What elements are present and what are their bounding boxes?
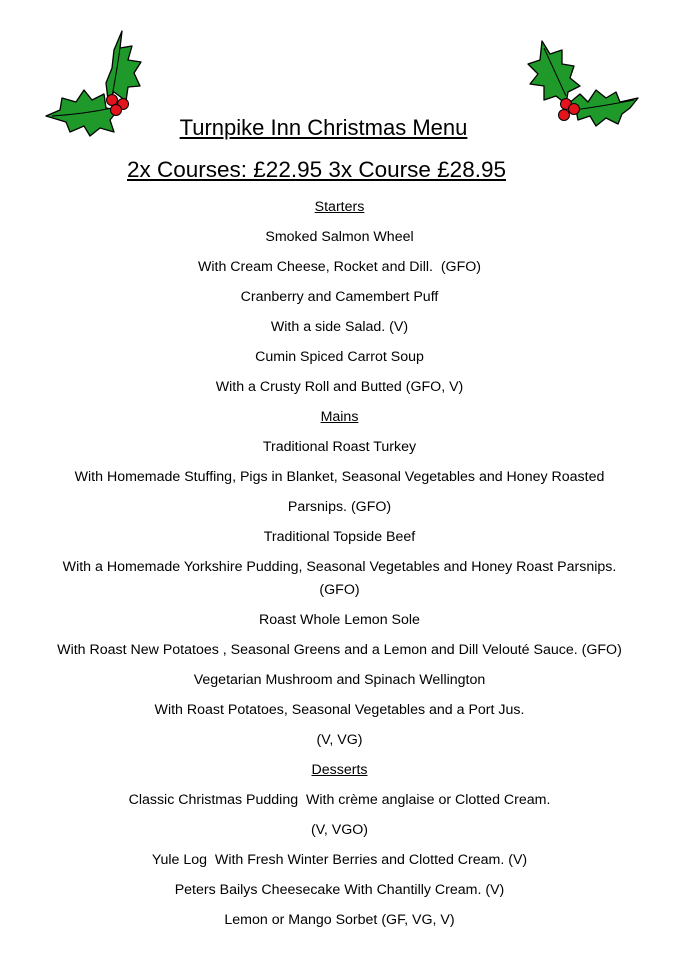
menu-line: With Roast Potatoes, Seasonal Vegetables and a Port Jus. [154,702,525,718]
menu-line: Traditional Roast Turkey [262,439,417,455]
menu-line: Lemon or Mango Sorbet (GF, VG, V) [224,912,455,928]
menu-line: Parsnips. (GFO) [287,499,392,515]
menu-line: Peters Bailys Cheesecake With Chantilly Cream. (V) [174,882,505,898]
menu-title: Turnpike Inn Christmas Menu [179,115,468,140]
menu-line: With Cream Cheese, Rocket and Dill. (GFO) [197,259,482,275]
menu-line: With a Homemade Yorkshire Pudding, Seasonal Vegetables and Honey Roast Parsnips. [62,559,617,575]
menu-line: Cumin Spiced Carrot Soup [255,349,424,365]
menu-line: Classic Christmas Pudding With crème anglaise or Clotted Cream. [128,792,551,808]
menu-line: Vegetarian Mushroom and Spinach Wellington [193,672,486,688]
menu-line: With Roast New Potatoes , Seasonal Greens and a Lemon and Dill Velouté Sauce. (GFO) [57,642,622,658]
menu-line: With a side Salad. (V) [270,319,409,335]
menu-line: With a Crusty Roll and Butted (GFO, V) [215,379,464,395]
section-heading: Starters [314,199,365,215]
menu-line: Roast Whole Lemon Sole [259,612,420,628]
menu-line: Traditional Topside Beef [263,529,416,545]
section-heading: Desserts [311,762,368,778]
menu-line: Smoked Salmon Wheel [265,229,414,245]
menu-line: (V, VG) [316,732,363,748]
menu-line: Yule Log With Fresh Winter Berries and Clotted Cream. (V) [151,852,528,868]
menu-line: (GFO) [319,582,360,598]
menu-line: Cranberry and Camembert Puff [240,289,439,305]
menu-line: With Homemade Stuffing, Pigs in Blanket, Seasonal Vegetables and Honey Roasted [74,469,605,485]
menu-prices: 2x Courses: £22.95 3x Course £28.95 [127,157,506,182]
menu-line: (V, VGO) [310,822,369,838]
section-heading: Mains [320,409,359,425]
